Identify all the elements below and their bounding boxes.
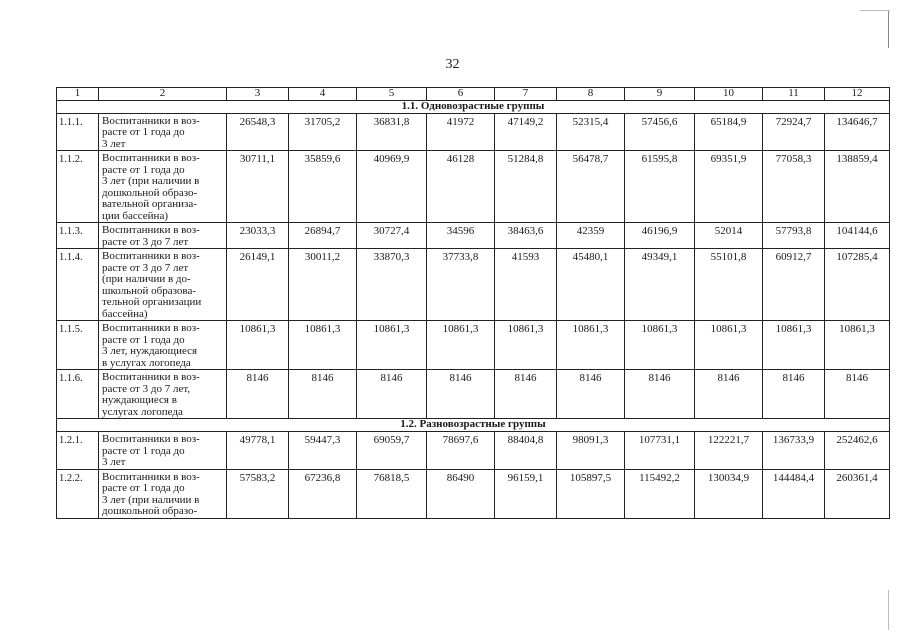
value-cell: 78697,6 [427, 432, 495, 470]
value-cell: 138859,4 [825, 151, 890, 223]
row-description [99, 113, 227, 151]
value-cell: 107731,1 [625, 432, 695, 470]
table-row [57, 151, 890, 223]
page-edge-right-top [888, 10, 889, 48]
value-cell: 252462,6 [825, 432, 890, 470]
column-number-cell: 1 [57, 88, 99, 101]
description-line: тельной организации [102, 296, 202, 308]
description-line: Воспитанники в воз- [102, 224, 200, 236]
tariff-table [56, 87, 890, 519]
table-row [57, 113, 890, 151]
column-number-cell: 12 [825, 88, 890, 101]
page-edge-right-bottom [888, 590, 889, 630]
row-code: 1.2.1. [57, 432, 99, 470]
column-number-cell: 5 [357, 88, 427, 101]
table-row [57, 321, 890, 370]
value-cell: 10861,3 [557, 321, 625, 370]
description-line: расте от 1 года до [102, 444, 185, 457]
value-cell: 98091,3 [557, 432, 625, 470]
value-cell: 51284,8 [495, 151, 557, 223]
value-cell: 67236,8 [289, 469, 357, 518]
value-cell: 77058,3 [763, 151, 825, 223]
value-cell: 96159,1 [495, 469, 557, 518]
value-cell: 42359 [557, 223, 625, 249]
value-cell: 65184,9 [695, 113, 763, 151]
column-number-cell: 11 [763, 88, 825, 101]
value-cell: 26548,3 [227, 113, 289, 151]
value-cell: 59447,3 [289, 432, 357, 470]
value-cell: 52014 [695, 223, 763, 249]
value-cell: 57793,8 [763, 223, 825, 249]
description-line: Воспитанники в воз- [102, 470, 200, 483]
value-cell: 31705,2 [289, 113, 357, 151]
column-number-cell: 8 [557, 88, 625, 101]
value-cell: 8146 [695, 370, 763, 419]
column-number-cell: 9 [625, 88, 695, 101]
value-cell: 45480,1 [557, 249, 625, 321]
description-line: дошкольной образо- [102, 505, 198, 517]
value-cell: 26149,1 [227, 249, 289, 321]
row-description [99, 370, 227, 419]
value-cell: 72924,7 [763, 113, 825, 151]
value-cell: 10861,3 [763, 321, 825, 370]
description-line: (при наличии в до- [102, 273, 191, 285]
column-number-cell: 7 [495, 88, 557, 101]
row-code: 1.1.1. [57, 113, 99, 151]
value-cell: 88404,8 [495, 432, 557, 470]
value-cell: 260361,4 [825, 469, 890, 518]
column-number-cell: 3 [227, 88, 289, 101]
table-row [57, 249, 890, 321]
description-line: Воспитанники в воз- [102, 114, 200, 127]
section-title-row [57, 100, 890, 113]
value-cell: 136733,9 [763, 432, 825, 470]
description-line: Воспитанники в воз- [102, 322, 200, 334]
description-line: нуждающиеся в [102, 394, 177, 406]
value-cell: 10861,3 [625, 321, 695, 370]
description-line: расте от 3 до 7 лет [102, 235, 189, 248]
value-cell: 46196,9 [625, 223, 695, 249]
description-line: услугах логопеда [102, 405, 183, 418]
value-cell: 8146 [495, 370, 557, 419]
section-title-row [57, 419, 890, 432]
description-line: ции бассейна) [102, 209, 168, 222]
value-cell: 10861,3 [289, 321, 357, 370]
value-cell: 23033,3 [227, 223, 289, 249]
row-code: 1.1.2. [57, 151, 99, 223]
table-body [57, 88, 890, 519]
value-cell: 41593 [495, 249, 557, 321]
value-cell: 76818,5 [357, 469, 427, 518]
column-number-cell: 6 [427, 88, 495, 101]
value-cell: 69351,9 [695, 151, 763, 223]
value-cell: 49778,1 [227, 432, 289, 470]
value-cell: 30711,1 [227, 151, 289, 223]
value-cell: 8146 [227, 370, 289, 419]
description-line: Воспитанники в воз- [102, 433, 200, 445]
value-cell: 37733,8 [427, 249, 495, 321]
description-line: 3 лет (при наличии в [102, 175, 200, 187]
description-line: 3 лет, нуждающиеся [102, 345, 198, 357]
value-cell: 134646,7 [825, 113, 890, 151]
value-cell: 47149,2 [495, 113, 557, 151]
value-cell: 34596 [427, 223, 495, 249]
row-code: 1.1.4. [57, 249, 99, 321]
value-cell: 10861,3 [227, 321, 289, 370]
value-cell: 26894,7 [289, 223, 357, 249]
value-cell: 10861,3 [695, 321, 763, 370]
table-row [57, 432, 890, 470]
value-cell: 61595,8 [625, 151, 695, 223]
description-line: расте от 1 года до [102, 163, 185, 176]
value-cell: 49349,1 [625, 249, 695, 321]
description-line: 3 лет [102, 456, 126, 468]
value-cell: 52315,4 [557, 113, 625, 151]
value-cell: 56478,7 [557, 151, 625, 223]
value-cell: 115492,2 [625, 469, 695, 518]
table-row [57, 223, 890, 249]
value-cell: 8146 [763, 370, 825, 419]
value-cell: 10861,3 [825, 321, 890, 370]
value-cell: 8146 [427, 370, 495, 419]
value-cell: 144484,4 [763, 469, 825, 518]
description-line: 3 лет [102, 137, 126, 150]
value-cell: 10861,3 [357, 321, 427, 370]
value-cell: 10861,3 [495, 321, 557, 370]
description-line: расте от 3 до 7 лет, [102, 382, 191, 395]
value-cell: 30727,4 [357, 223, 427, 249]
row-description [99, 321, 227, 370]
description-line: дошкольной образо- [102, 186, 198, 199]
value-cell: 30011,2 [289, 249, 357, 321]
value-cell: 105897,5 [557, 469, 625, 518]
value-cell: 35859,6 [289, 151, 357, 223]
table-row [57, 370, 890, 419]
description-line: расте от 3 до 7 лет [102, 261, 189, 274]
description-line: расте от 1 года до [102, 126, 185, 138]
value-cell: 10861,3 [427, 321, 495, 370]
value-cell: 107285,4 [825, 249, 890, 321]
value-cell: 41972 [427, 113, 495, 151]
value-cell: 122221,7 [695, 432, 763, 470]
description-line: Воспитанники в воз- [102, 250, 200, 262]
value-cell: 33870,3 [357, 249, 427, 321]
description-line: бассейна) [102, 307, 148, 320]
row-code: 1.1.3. [57, 223, 99, 249]
description-line: Воспитанники в воз- [102, 371, 200, 383]
value-cell: 38463,6 [495, 223, 557, 249]
row-description [99, 249, 227, 321]
column-number-row [57, 88, 890, 101]
value-cell: 60912,7 [763, 249, 825, 321]
description-line: Воспитанники в воз- [102, 152, 200, 164]
value-cell: 55101,8 [695, 249, 763, 321]
row-code: 1.1.5. [57, 321, 99, 370]
value-cell: 36831,8 [357, 113, 427, 151]
row-description [99, 469, 227, 518]
value-cell: 104144,6 [825, 223, 890, 249]
value-cell: 8146 [289, 370, 357, 419]
value-cell: 69059,7 [357, 432, 427, 470]
row-description [99, 432, 227, 470]
description-line: в услугах логопеда [102, 356, 191, 369]
column-number-cell: 4 [289, 88, 357, 101]
value-cell: 86490 [427, 469, 495, 518]
row-description [99, 223, 227, 249]
row-description [99, 151, 227, 223]
column-number-cell: 2 [99, 88, 227, 101]
value-cell: 8146 [825, 370, 890, 419]
table-row [57, 469, 890, 518]
value-cell: 40969,9 [357, 151, 427, 223]
value-cell: 8146 [357, 370, 427, 419]
description-line: школьной образова- [102, 284, 196, 297]
page-number: 32 [445, 57, 460, 72]
section-title: 1.2. Разновозрастные группы [57, 419, 890, 432]
description-line: вательной организа- [102, 198, 197, 210]
value-cell: 8146 [557, 370, 625, 419]
description-line: расте от 1 года до [102, 482, 185, 494]
description-line: расте от 1 года до [102, 333, 185, 346]
value-cell: 57583,2 [227, 469, 289, 518]
value-cell: 46128 [427, 151, 495, 223]
section-title: 1.1. Одновозрастные группы [57, 100, 890, 113]
column-number-cell: 10 [695, 88, 763, 101]
value-cell: 57456,6 [625, 113, 695, 151]
description-line: 3 лет (при наличии в [102, 493, 200, 506]
page-edge-top [860, 10, 890, 11]
row-code: 1.2.2. [57, 469, 99, 518]
value-cell: 130034,9 [695, 469, 763, 518]
value-cell: 8146 [625, 370, 695, 419]
row-code: 1.1.6. [57, 370, 99, 419]
